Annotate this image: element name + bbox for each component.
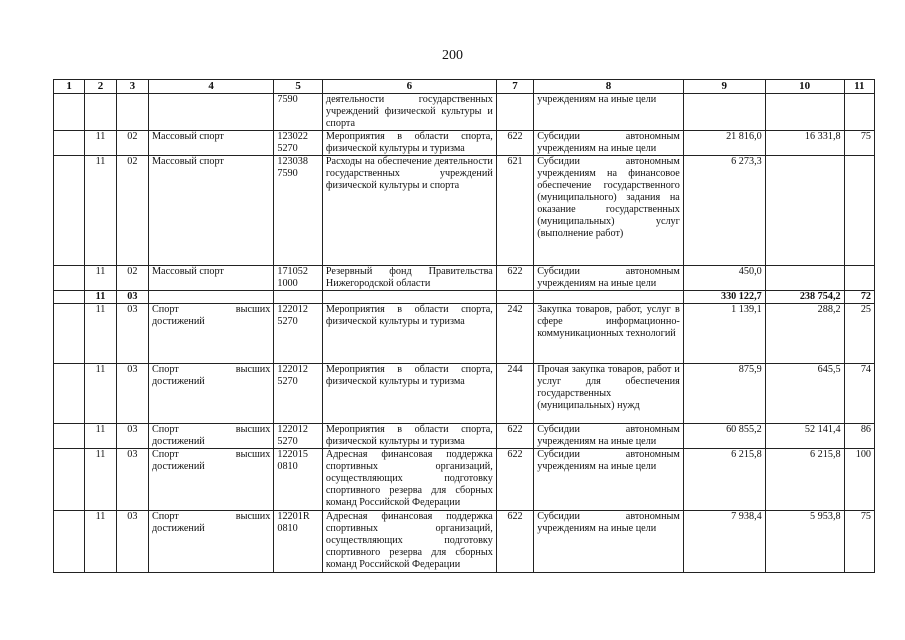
cell-expense-name: учреждениям на иные цели [534,94,684,131]
cell-target-code: 123022 5270 [274,131,323,156]
cell-expense-type: 621 [496,156,533,266]
col-header-1: 1 [54,80,85,94]
cell-actual-amount: 6 215,8 [765,449,844,511]
cell-subsection: 03 [116,291,148,304]
cell-col1 [54,94,85,131]
col-header-4: 4 [149,80,274,94]
cell-col1 [54,449,85,511]
cell-percent [844,266,874,291]
cell-expense-type: 244 [496,364,533,424]
cell-section: 11 [85,304,116,364]
cell-col1 [54,266,85,291]
cell-actual-amount: 16 331,8 [765,131,844,156]
cell-planned-amount: 6 215,8 [683,449,765,511]
cell-subsection-name: Массовый спорт [149,266,274,291]
cell-expense-name: Субсидии автономным учреждениям на финансовое обеспечение государственного (муниципального) задания на оказание государственных (муниципальных) услуг (выполнение работ) [534,156,684,266]
cell-target-name: Мероприятия в области спорта, физической культуры и туризма [322,364,496,424]
col-header-11: 11 [844,80,874,94]
cell-subsection: 02 [116,266,148,291]
cell-target-name: Резервный фонд Правительства Нижегородской области [322,266,496,291]
cell-subsection: 03 [116,511,148,573]
cell-expense-type [496,291,533,304]
cell-target-name: Адресная финансовая поддержка спортивных организаций, осуществляющих подготовку спортивного резерва для сборных команд Российской Федерации [322,511,496,573]
cell-expense-type: 622 [496,424,533,449]
cell-expense-type: 242 [496,304,533,364]
cell-percent [844,156,874,266]
table-row [54,94,875,131]
cell-subsection-name: Спорт высших достижений [149,424,274,449]
cell-col1 [54,291,85,304]
table-row [54,131,875,156]
cell-actual-amount: 238 754,2 [765,291,844,304]
cell-subsection-name: Спорт высших достижений [149,511,274,573]
cell-section: 11 [85,511,116,573]
cell-subsection: 03 [116,304,148,364]
cell-subsection-name: Спорт высших достижений [149,364,274,424]
cell-actual-amount: 52 141,4 [765,424,844,449]
cell-expense-name: Субсидии автономным учреждениям на иные цели [534,449,684,511]
cell-expense-type: 622 [496,449,533,511]
page-number: 200 [442,48,463,63]
cell-section [85,94,116,131]
cell-expense-type: 622 [496,511,533,573]
table-row [54,304,875,364]
cell-target-code: 122012 5270 [274,304,323,364]
table-row [54,424,875,449]
cell-target-code: 122015 0810 [274,449,323,511]
cell-subsection: 02 [116,156,148,266]
cell-section: 11 [85,266,116,291]
cell-percent: 72 [844,291,874,304]
cell-target-name: Мероприятия в области спорта, физической культуры и туризма [322,131,496,156]
cell-planned-amount: 60 855,2 [683,424,765,449]
cell-target-code: 123038 7590 [274,156,323,266]
cell-section: 11 [85,131,116,156]
cell-percent: 74 [844,364,874,424]
col-header-5: 5 [274,80,323,94]
cell-actual-amount [765,266,844,291]
cell-target-code: 12201R 0810 [274,511,323,573]
cell-expense-type [496,94,533,131]
cell-target-name: деятельности государственных учреждений физической культуры и спорта [322,94,496,131]
cell-percent: 75 [844,511,874,573]
table-row [54,266,875,291]
cell-planned-amount [683,94,765,131]
cell-expense-name: Закупка товаров, работ, услуг в сфере информационно-коммуникационных технологий [534,304,684,364]
cell-subsection-name [149,291,274,304]
cell-subsection: 03 [116,364,148,424]
cell-subsection-name: Спорт высших достижений [149,449,274,511]
col-header-3: 3 [116,80,148,94]
table-row [54,364,875,424]
cell-expense-name [534,291,684,304]
cell-target-code: 122012 5270 [274,424,323,449]
cell-planned-amount: 6 273,3 [683,156,765,266]
col-header-2: 2 [85,80,116,94]
cell-expense-name: Субсидии автономным учреждениям на иные цели [534,266,684,291]
budget-table [53,79,875,573]
table-row [54,156,875,266]
cell-percent: 100 [844,449,874,511]
col-header-6: 6 [322,80,496,94]
cell-subsection: 03 [116,449,148,511]
cell-actual-amount [765,156,844,266]
cell-target-code: 171052 1000 [274,266,323,291]
cell-target-name [322,291,496,304]
cell-planned-amount: 1 139,1 [683,304,765,364]
cell-planned-amount: 875,9 [683,364,765,424]
cell-percent: 75 [844,131,874,156]
cell-expense-type: 622 [496,131,533,156]
header-row [54,80,875,94]
cell-subsection-name: Спорт высших достижений [149,304,274,364]
cell-subsection-name: Массовый спорт [149,156,274,266]
cell-section: 11 [85,156,116,266]
cell-section: 11 [85,364,116,424]
cell-section: 11 [85,291,116,304]
cell-target-code: 122012 5270 [274,364,323,424]
cell-expense-name: Прочая закупка товаров, работ и услуг для обеспечения государственных (муниципальных) нужд [534,364,684,424]
col-header-8: 8 [534,80,684,94]
cell-percent: 25 [844,304,874,364]
cell-actual-amount: 5 953,8 [765,511,844,573]
cell-expense-name: Субсидии автономным учреждениям на иные цели [534,424,684,449]
cell-target-code [274,291,323,304]
table-row [54,511,875,573]
cell-actual-amount [765,94,844,131]
cell-subsection-name: Массовый спорт [149,131,274,156]
cell-section: 11 [85,449,116,511]
cell-section: 11 [85,424,116,449]
cell-expense-name: Субсидии автономным учреждениям на иные цели [534,511,684,573]
cell-planned-amount: 21 816,0 [683,131,765,156]
cell-expense-name: Субсидии автономным учреждениям на иные цели [534,131,684,156]
cell-col1 [54,424,85,449]
table-row [54,291,875,304]
cell-planned-amount: 7 938,4 [683,511,765,573]
cell-percent: 86 [844,424,874,449]
cell-actual-amount: 645,5 [765,364,844,424]
cell-planned-amount: 330 122,7 [683,291,765,304]
cell-col1 [54,131,85,156]
cell-subsection [116,94,148,131]
col-header-10: 10 [765,80,844,94]
cell-target-name: Мероприятия в области спорта, физической культуры и туризма [322,424,496,449]
cell-target-name: Адресная финансовая поддержка спортивных организаций, осуществляющих подготовку спортивного резерва для сборных команд Российской Федерации [322,449,496,511]
cell-col1 [54,156,85,266]
cell-percent [844,94,874,131]
cell-col1 [54,304,85,364]
cell-planned-amount: 450,0 [683,266,765,291]
cell-target-name: Расходы на обеспечение деятельности государственных учреждений физической культуры и спорта [322,156,496,266]
cell-col1 [54,364,85,424]
cell-actual-amount: 288,2 [765,304,844,364]
table-row [54,449,875,511]
col-header-9: 9 [683,80,765,94]
cell-subsection-name [149,94,274,131]
cell-subsection: 02 [116,131,148,156]
cell-target-code: 7590 [274,94,323,131]
cell-target-name: Мероприятия в области спорта, физической культуры и туризма [322,304,496,364]
cell-subsection: 03 [116,424,148,449]
cell-col1 [54,511,85,573]
col-header-7: 7 [496,80,533,94]
cell-expense-type: 622 [496,266,533,291]
